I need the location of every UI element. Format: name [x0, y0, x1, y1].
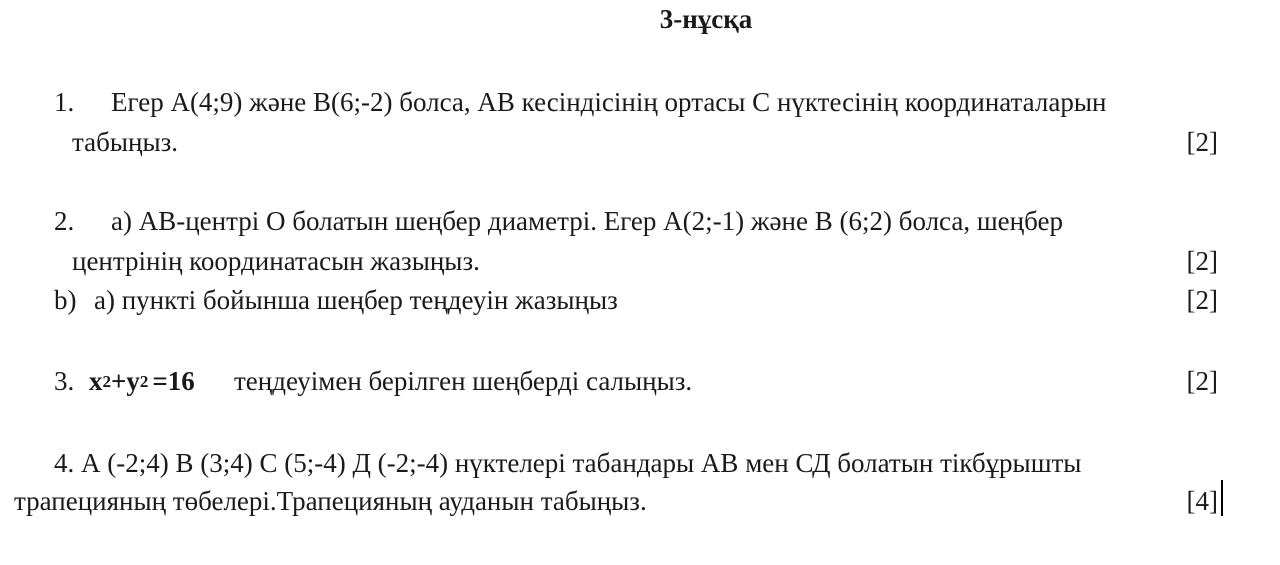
equation-plus-y: +y [111, 366, 140, 396]
task-4-text-line2: трапецияның төбелері.Трапецияның ауданын табыңыз. [14, 486, 647, 516]
task-2b-score: [2] [1186, 285, 1218, 315]
task-4-score: [4] [1186, 486, 1218, 516]
equation-exponent-2: 2 [139, 372, 149, 391]
equation-rhs: =16 [152, 366, 195, 396]
task-4-text-line1: 4. А (-2;4) В (3;4) С (5;-4) Д (-2;-4) нүктелері табандары АВ мен СД болатын тікбұрышты [54, 448, 1082, 478]
page-title: 3-нұсқа [659, 4, 753, 34]
task-3-text: теңдеуімен берілген шеңберді салыңыз. [234, 366, 693, 396]
equation-exponent-1: 2 [102, 372, 111, 391]
task-2-text-line1: а) АВ-центрі О болатын шеңбер диаметрі. Егер А(2;-1) және В (6;2) болса, шеңбер [111, 206, 1063, 236]
task-1-text-line2: табыңыз. [72, 127, 178, 157]
task-3-number: 3. [54, 366, 75, 396]
task-3-score: [2] [1186, 366, 1218, 396]
task-2b-label: b) [54, 285, 77, 315]
task-2a-score: [2] [1186, 246, 1218, 276]
equation-x: x [89, 366, 103, 396]
text-cursor [1221, 480, 1223, 516]
task-3-equation [89, 368, 195, 395]
task-2b-text: а) пункті бойынша шеңбер теңдеуін жазыңыз [94, 285, 618, 315]
task-1-number: 1. [54, 87, 75, 117]
task-1-score: [2] [1186, 127, 1218, 157]
task-2-number: 2. [54, 206, 75, 236]
task-2-text-line2: центрінің координатасын жазыңыз. [72, 246, 480, 276]
task-1-text-line1: Егер А(4;9) және В(6;-2) болса, АВ кесіндісінің ортасы С нүктесінің координаталарын [111, 87, 1107, 117]
